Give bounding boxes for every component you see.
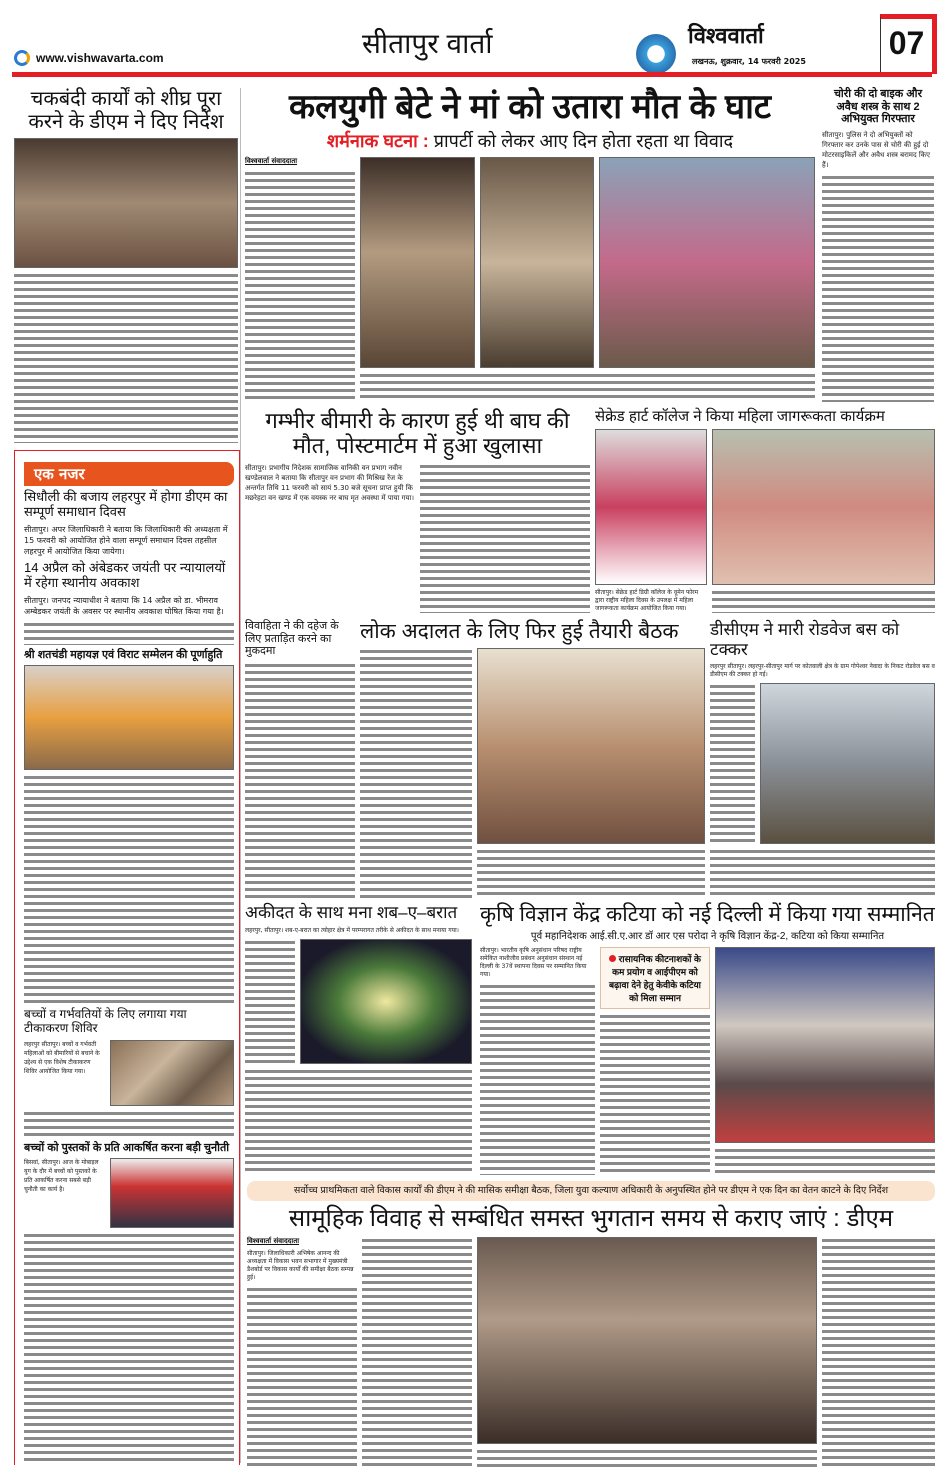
main-body: [245, 170, 355, 402]
chori-headline: चोरी की दो बाइक और अवैध शस्त्र के साथ 2 अभियुक्त गिरफ्तार: [833, 88, 923, 126]
krishi-content: [480, 947, 935, 1175]
bullet-icon: [609, 955, 616, 962]
akidat-content: [245, 939, 472, 1064]
lok-adalat-content: [360, 648, 705, 898]
ek-nazar-headline-3: श्री शतचंडी महायज्ञ एवं विराट सम्मेलन की पूर्णाहुति: [24, 648, 223, 661]
samuhik-photo: [477, 1237, 817, 1444]
dcm-headline: डीसीएम ने मारी रोडवेज बस को टक्कर: [710, 620, 900, 659]
yagya-body: [24, 774, 234, 1004]
main-photo-2: [480, 157, 595, 368]
header-rule: [12, 72, 932, 77]
books-row: [24, 1158, 234, 1228]
tiger-body-2: [420, 463, 590, 613]
main-photo-row: [360, 157, 815, 368]
sacred-heart-headline: सेक्रेड हार्ट कॉलेज ने किया महिला जागरूकता कार्यक्रम: [595, 408, 885, 425]
dcm-content: [710, 683, 935, 844]
ek-nazar-column: [24, 462, 234, 1462]
tikakaran-photo: [110, 1040, 234, 1106]
dcm-body: [710, 683, 755, 844]
ek-nazar-label: एक नजर: [24, 462, 234, 486]
ek-nazar-headline-2: 14 अप्रैल को अंबेडकर जयंती पर न्यायालयों में रहेगा स्थानीय अवकाश: [24, 559, 226, 590]
sacred-heart-lead: सीतापुर। सेक्रेड हार्ट डिग्री कॉलेज के वूमेन फोरम द्वारा राष्ट्रीय महिला दिवस के उपलक्ष में महिला जागरूकता कार्यक्रम आयोजित किया गया।: [595, 589, 699, 612]
lok-adalat-body-3: [477, 848, 705, 898]
samuhik-body-4: [822, 1237, 935, 1468]
tikakaran-headline: बच्चों व गर्भवतियों के लिए लगाया गया टीकाकरण शिविर: [24, 1007, 187, 1035]
lok-adalat-headline: लोक अदालत के लिए फिर हुई तैयारी बैठक: [360, 620, 679, 643]
samuhik-photo-column: [477, 1237, 817, 1468]
lok-adalat-photo: [477, 648, 705, 844]
chori-story: [822, 88, 934, 402]
main-photo-1: [360, 157, 475, 368]
dcm-photo: [760, 683, 935, 844]
samuhik-byline: विश्ववार्ता संवाददाता: [247, 1236, 300, 1245]
tiger-content: [245, 463, 590, 613]
main-body-2: [360, 372, 815, 402]
krishi-photo-column: [715, 947, 935, 1175]
samuhik-story: [247, 1181, 935, 1468]
sacred-heart-story: [595, 408, 935, 613]
chori-lead: सीतापुर। पुलिस ने दो अभियुक्तों को गिरफ्तार कर उनके पास से चोरी की हुई दो मोटरसाइकिलें और अवैध शस्त्र बरामद किए हैं।: [822, 130, 930, 169]
akidat-story: [245, 903, 472, 1175]
krishi-body: [480, 983, 595, 1175]
page-number: 07: [888, 25, 925, 61]
chori-body: [822, 174, 934, 402]
krishi-story: [480, 903, 935, 1175]
chakbandi-headline: चकबंदी कार्यों को शीघ्र पूरा करने के डीएम ने दिए निर्देश: [28, 88, 224, 133]
lok-adalat-right: [477, 648, 705, 898]
dcm-lead: लहरपुर सीतापुर। लहरपुर-सीतापुर मार्ग पर कोतवाली क्षेत्र के ग्राम गोपेश्वर नेवादा के निकट रोडवेज बस व डीसीएम की टक्कर हो गई।: [710, 663, 935, 679]
main-headline: कलयुगी बेटे ने मां को उतारा मौत के घाट: [288, 88, 772, 126]
masthead: [12, 10, 937, 72]
browser-icon: [14, 50, 30, 66]
sacred-heart-photo-1: [595, 429, 707, 585]
main-text-column: [245, 157, 355, 402]
akidat-lead: लहरपुर, सीतापुर। शब-ए-बरात का त्योहार क्षेत्र में परम्परागत तरीके से अकीदत के साथ मनाया गया।: [245, 926, 459, 934]
ek-nazar-lead-1: सीतापुर। अपर जिलाधिकारी ने बताया कि जिलाधिकारी की अध्यक्षता में 15 फरवरी को आयोजित होने वाला सम्पूर्ण समाधान दिवस तहसील लहरपुर में आयोजित किया जायेगा।: [24, 524, 228, 556]
chakbandi-photo: [14, 138, 238, 268]
tikakaran-row: [24, 1040, 234, 1106]
vivahita-body: [245, 662, 355, 898]
main-subhead: [245, 131, 815, 153]
krishi-lead: सीतापुर। भारतीय कृषि अनुसंधान परिषद राष्ट्रीय समेकित नाशीजीव प्रबंधन अनुसंधान संस्थान नई दिल्ली के 37वें स्थापना दिवस पर सम्मानित किया गया।: [480, 946, 587, 978]
brand-logo-icon: [636, 34, 676, 74]
krishi-highlight: [600, 947, 710, 1009]
tikakaran-lead: लहरपुर सीतापुर। बच्चों व गर्भवती महिलाओं को बीमारियों से बचाने के उद्देश्य से एक विशेष टीकाकरण शिविर आयोजित किया गया।: [24, 1040, 100, 1075]
ek-nazar-headline-1: सिधौली की बजाय लहरपुर में होगा डीएम का सम्पूर्ण समाधान दिवस: [24, 489, 228, 519]
krishi-middle-column: [600, 947, 710, 1175]
ek-nazar-lead-2: सीतापुर। जनपद न्यायाधीश ने बताया कि 14 अप्रैल को डा. भीमराव अम्बेडकर जयंती के अवसर पर स्थानीय अवकाश घोषित किया गया है।: [24, 595, 224, 616]
dcm-story: [710, 620, 935, 898]
tiger-story: [245, 408, 590, 613]
krishi-highlight-text: रासायनिक कीटनाशकों के कम प्रयोग व आईपीएम को बढ़ावा देने हेतु केवीके कटिया को मिला सम्मान: [608, 953, 702, 1003]
akidat-body: [245, 939, 295, 1064]
samuhik-text-column: [247, 1237, 357, 1468]
section-title: सीतापुर वार्ता: [362, 28, 493, 59]
dateline: लखनऊ, शुक्रवार, 14 फरवरी 2025: [692, 57, 806, 66]
vivahita-headline: विवाहिता ने की दहेज के लिए प्रताड़ित करने का मुकदमा: [245, 620, 339, 658]
samuhik-lead: सीतापुर। जिलाधिकारी अभिषेक आनन्द की अध्यक्षता में विकास भवन सभागार में मुख्यमंत्री डैशबोर्ड पर विकास कार्यों की समीक्षा बैठक सम्पन्न हुई।: [247, 1249, 354, 1281]
books-body: [24, 1232, 234, 1462]
samuhik-body-3: [477, 1448, 817, 1468]
books-photo: [110, 1158, 234, 1228]
akidat-photo: [300, 939, 472, 1064]
main-photo-3: [599, 157, 815, 368]
tikakaran-body: [24, 1110, 234, 1138]
samuhik-content: [247, 1237, 935, 1468]
main-story: [245, 88, 815, 402]
website-link[interactable]: www.vishwavarta.com: [36, 51, 164, 65]
column-rule: [240, 88, 241, 1463]
vivahita-story: [245, 620, 355, 898]
tiger-headline: गम्भीर बीमारी के कारण हुई थी बाघ की मौत, पोस्टमार्टम में हुआ खुलासा: [265, 408, 570, 459]
krishi-headline: कृषि विज्ञान केंद्र कटिया को नई दिल्ली में किया गया सम्मानित: [480, 903, 935, 926]
sacred-heart-photos: [595, 429, 935, 585]
books-headline: बच्चों को पुस्तकों के प्रति आकर्षित करना बड़ी चुनौती: [24, 1141, 230, 1154]
sacred-heart-photo-2: [712, 429, 935, 585]
lok-adalat-story: [360, 620, 705, 898]
chakbandi-story: [14, 88, 238, 443]
dcm-body-2: [710, 848, 935, 898]
samuhik-body-2: [362, 1237, 472, 1468]
tiger-lead: सीतापुर। प्रभागीय निदेशक सामाजिक वानिकी वन प्रभाग नवीन खण्डेलवाल ने बताया कि सीतापुर वन प्रभाग की मिश्रिख रेंज के अन्तर्गत तिथि 11 फरवरी को सायं 5.30 बजे सूचना प्राप्त हुयी कि मछरेहटा वन खण्ड में एक वयस्क नर बाघ मृत अवस्था में पाया गया।: [245, 463, 415, 502]
sacred-heart-body: [712, 589, 935, 613]
samuhik-headline: सामूहिक विवाह से सम्बंधित समस्त भुगतान समय से कराए जाएं : डीएम: [288, 1205, 894, 1232]
samuhik-banner: सर्वोच्च प्राथमिकता वाले विकास कार्यों की डीएम ने की मासिक समीक्षा बैठक, जिला युवा कल्याण अधिकारी के अनुपस्थित होने पर डीएम ने एक दिन का वेतन काटने के दिए निर्देश: [247, 1181, 935, 1201]
akidat-body-2: [245, 1068, 472, 1175]
ek-nazar-body-2: [24, 621, 234, 645]
krishi-body-2: [600, 1013, 710, 1175]
page-number-box: [880, 14, 937, 74]
sacred-heart-content: [595, 589, 935, 613]
main-byline: विश्ववार्ता संवाददाता: [245, 156, 298, 165]
brand-name: विश्ववार्ता: [688, 23, 764, 48]
main-content: [245, 157, 815, 402]
books-lead: बिसवां, सीतापुर। आज के मोबाइल युग के दौर में बच्चों को पुस्तकों के प्रति आकर्षित करना सबसे बड़ी चुनौती का कार्य है।: [24, 1159, 99, 1194]
main-photos: [360, 157, 815, 402]
yagya-photo: [24, 665, 234, 770]
samuhik-body: [247, 1286, 357, 1468]
krishi-body-3: [715, 1147, 935, 1175]
main-subhead-text: प्रापर्टी को लेकर आए दिन होता रहता था विवाद: [433, 131, 734, 152]
krishi-subhead: पूर्व महानिदेशक आई.सी.ए.आर डॉ आर एस परोदा ने कृषि विज्ञान केंद्र-2, कटिया को किया सम्मानित: [530, 931, 885, 943]
main-kicker: शर्मनाक घटना :: [326, 131, 429, 152]
lok-adalat-body: [360, 648, 472, 898]
akidat-headline: अकीदत के साथ मना शब–ए–बरात: [245, 903, 458, 922]
krishi-text-column: [480, 947, 595, 1175]
chakbandi-body: [14, 272, 238, 443]
krishi-photo: [715, 947, 935, 1143]
